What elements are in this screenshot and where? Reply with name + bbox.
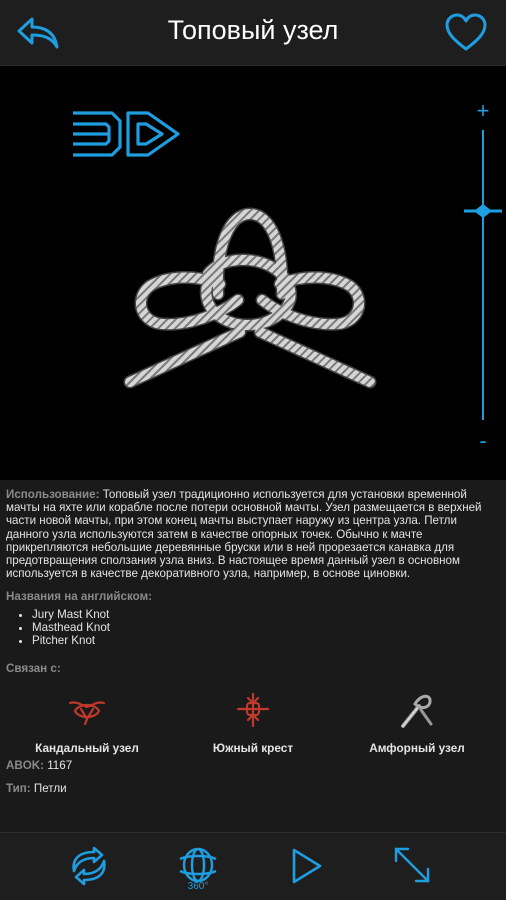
zoom-in-button[interactable]: + bbox=[476, 98, 490, 123]
zoom-out-button[interactable]: - bbox=[479, 428, 487, 453]
page-title: Топовый узел bbox=[167, 15, 339, 45]
abok-label: ABOK: bbox=[6, 759, 44, 772]
zoom-slider-thumb[interactable] bbox=[464, 203, 502, 219]
expand-icon bbox=[390, 845, 434, 887]
top-bar bbox=[0, 0, 506, 66]
amphora-knot-icon bbox=[397, 690, 437, 730]
masthead-knot-3d-icon bbox=[120, 204, 380, 394]
bottom-toolbar bbox=[0, 832, 506, 900]
related-heading: Связан с: bbox=[6, 662, 61, 675]
related-knot-shackle[interactable] bbox=[12, 692, 162, 755]
english-names-list bbox=[6, 608, 110, 647]
list-item: • Pitcher Knot bbox=[32, 634, 110, 647]
usage-label: Использование: bbox=[6, 488, 100, 501]
zoom-slider-track[interactable] bbox=[482, 130, 484, 420]
3d-icon bbox=[68, 108, 184, 160]
shackle-knot-icon bbox=[67, 695, 107, 725]
type-info bbox=[6, 782, 67, 795]
abok-value: 1167 bbox=[44, 759, 73, 772]
list-item: • Jury Mast Knot bbox=[32, 608, 110, 621]
abok-info bbox=[6, 759, 72, 772]
play-icon bbox=[284, 845, 328, 887]
type-value: Петли bbox=[30, 782, 67, 795]
3d-badge[interactable] bbox=[68, 108, 184, 165]
back-arrow-icon bbox=[14, 14, 62, 52]
related-knot-name: Кандальный узел bbox=[35, 741, 139, 755]
usage-text: Топовый узел традиционно используется для установки временной мачты на яхте или корабле после потери основной мачты. Узел размещается в верхней части новой мачты, при этом конец мачты выступает наружу из центра узла. Петли данного узла используются затем в качестве опорных точек. Обычно к мачте прикрепляются небольшие деревянные бруски или в ней прорезается канавка для предотвращения сползания узла вниз. В настоящее время данный узел в основном используется в качестве декоративного узла, например, в основе циновки. bbox=[6, 488, 482, 581]
related-knot-name: Амфорный узел bbox=[369, 741, 465, 755]
usage-paragraph bbox=[6, 488, 500, 580]
related-knot-name: Южный крест bbox=[212, 741, 294, 755]
favorite-button[interactable] bbox=[444, 12, 488, 54]
heart-icon bbox=[444, 12, 488, 54]
rotate-360-icon bbox=[174, 845, 228, 891]
fullscreen-button[interactable] bbox=[390, 845, 440, 887]
auto-rotate-button[interactable] bbox=[64, 845, 114, 887]
back-button[interactable] bbox=[14, 14, 62, 52]
rotate-360-label: 360° bbox=[187, 881, 209, 891]
list-item: • Masthead Knot bbox=[32, 621, 110, 634]
type-label: Тип: bbox=[6, 782, 31, 795]
refresh-arrows-icon bbox=[64, 845, 114, 887]
southern-cross-icon bbox=[236, 692, 270, 728]
related-knot-southern-cross[interactable] bbox=[178, 692, 328, 755]
play-button[interactable] bbox=[284, 845, 334, 887]
knot-description-panel bbox=[0, 480, 506, 832]
english-names-heading: Названия на английском: bbox=[6, 590, 153, 603]
slider-thumb-icon bbox=[464, 203, 502, 219]
knot-3d-viewer[interactable] bbox=[0, 66, 506, 480]
rotate-360-button[interactable] bbox=[174, 845, 224, 891]
related-knot-amphora[interactable] bbox=[342, 692, 492, 755]
